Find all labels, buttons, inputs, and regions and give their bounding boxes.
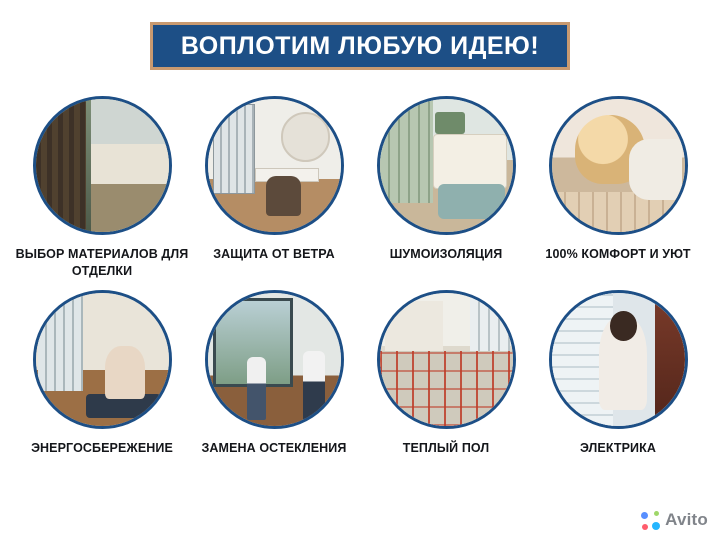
service-photo-wind [205,96,344,235]
service-card-materials[interactable] [15,96,189,280]
service-photo-warmfloor [377,290,516,429]
photo-heating-mat [380,293,513,426]
service-card-comfort[interactable] [542,96,694,280]
photo-glazing-replacement [208,293,341,426]
service-caption-materials: ВЫБОР МАТЕРИАЛОВ ДЛЯ ОТДЕЛКИ [15,247,189,278]
services-row-2 [0,290,720,457]
service-caption-soundproof: ШУМОИЗОЛЯЦИЯ [389,247,503,261]
service-photo-energy [33,290,172,429]
photo-bedroom-nook [380,99,513,232]
service-caption-energy: ЭНЕРГОСБЕРЕЖЕНИЕ [31,440,173,455]
photo-child-warm-floor [552,99,685,232]
header-banner [153,25,567,67]
service-caption-warmfloor: ТЕПЛЫЙ ПОЛ [402,440,490,455]
service-caption-comfort: 100% КОМФОРТ И УЮТ [545,247,691,261]
service-card-glazing[interactable] [198,290,350,457]
service-card-wind[interactable] [198,96,350,280]
service-photo-electrics [549,290,688,429]
service-caption-electrics: ЭЛЕКТРИКА [580,440,656,455]
service-photo-materials [33,96,172,235]
service-caption-wind: ЗАЩИТА ОТ ВЕТРА [213,247,335,261]
photo-yoga-balcony [36,293,169,426]
avito-watermark [641,510,708,530]
avito-watermark-label: Avito [665,510,708,529]
service-card-electrics[interactable] [542,290,694,457]
service-photo-comfort [549,96,688,235]
services-row-1 [0,96,720,280]
service-card-warmfloor[interactable] [370,290,522,457]
service-card-energy[interactable] [26,290,178,457]
service-caption-glazing: ЗАМЕНА ОСТЕКЛЕНИЯ [201,440,347,455]
banner-title: ВОПЛОТИМ ЛЮБУЮ ИДЕЮ! [180,31,540,60]
photo-office-balcony [208,99,341,232]
photo-balcony-materials [36,99,169,232]
photo-woman-by-window [552,293,685,426]
header-banner-frame [150,22,570,70]
services-grid [0,96,720,457]
service-photo-soundproof [377,96,516,235]
service-photo-glazing [205,290,344,429]
avito-logo-icon [641,511,660,530]
service-card-soundproof[interactable] [370,96,522,280]
